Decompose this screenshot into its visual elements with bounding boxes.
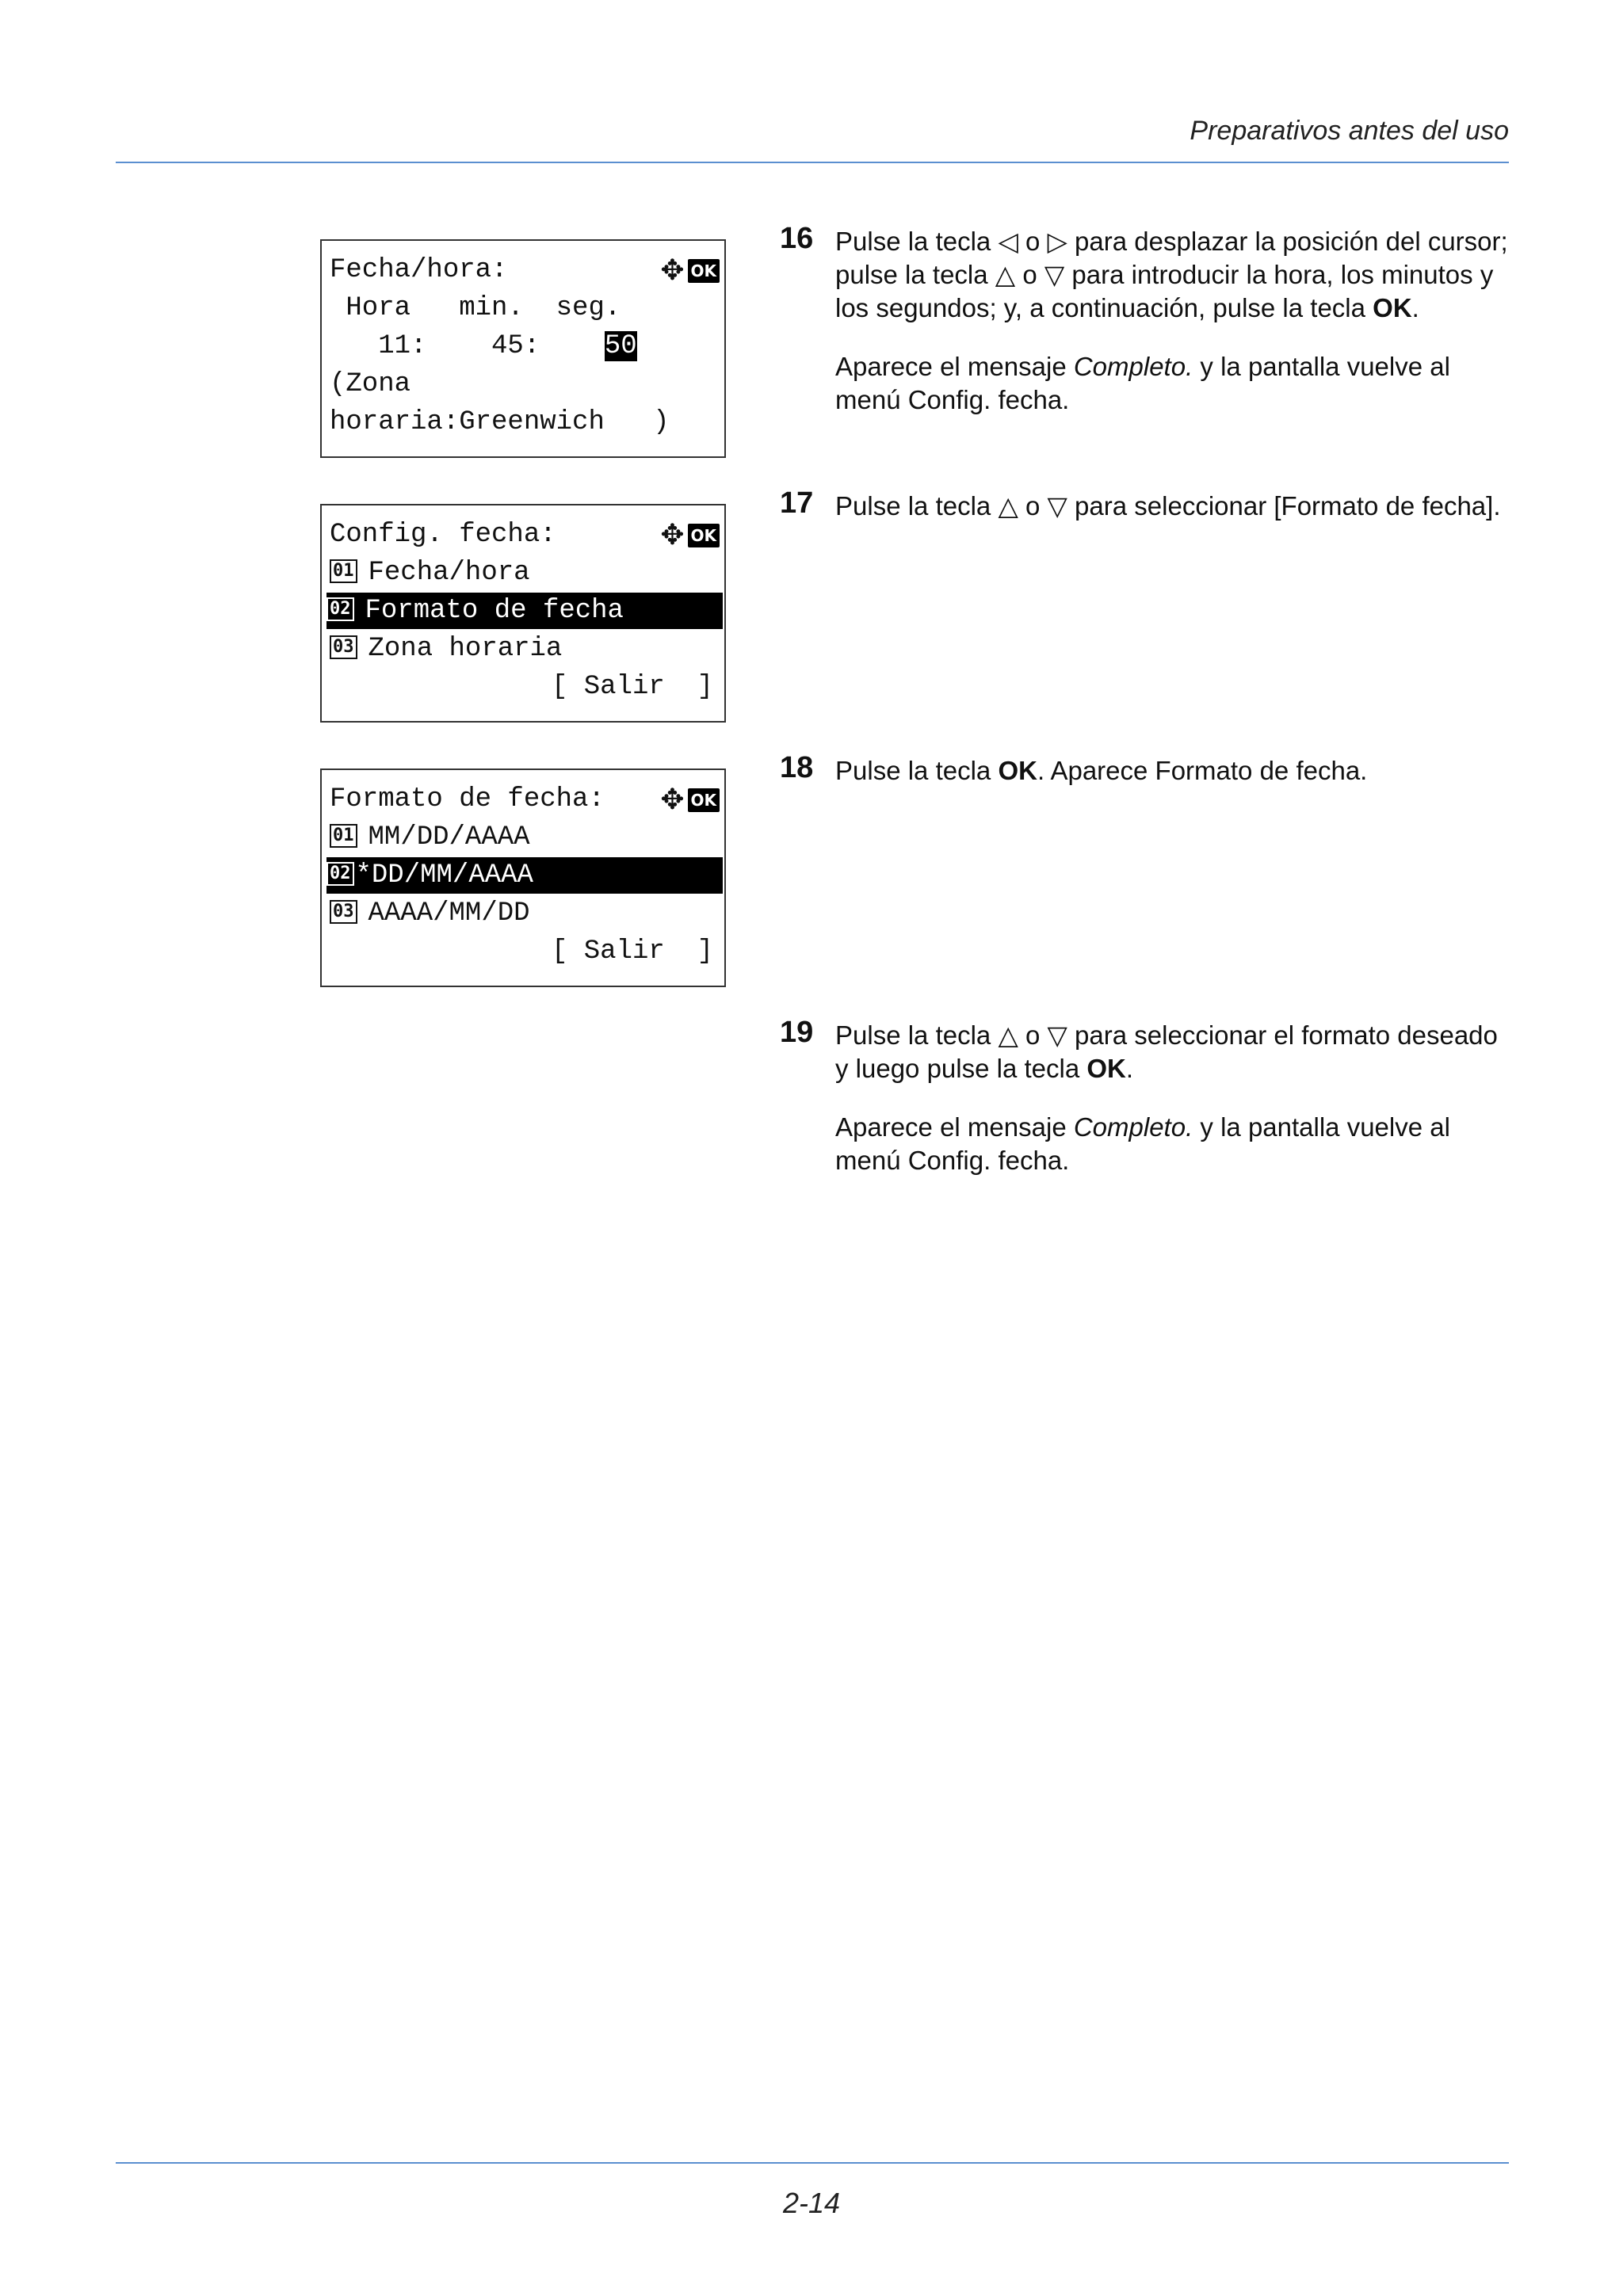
result-text: Aparece el mensaje [835,1112,1074,1142]
instruction-text-end: . [1125,1054,1134,1083]
time-values: 11: 45: [330,331,605,361]
step-instruction [835,754,1509,788]
time-labels-row: Hora min. seg. [330,293,621,323]
four-way-arrow-icon: ✥ [660,784,685,816]
exit-softkey: [ Salir ] [551,936,713,967]
running-header-title: Preparativos antes del uso [1190,116,1509,146]
step-result [835,350,1509,417]
step-number: 16 [780,222,814,255]
ok-key-reference: OK [998,756,1037,785]
step-number: 19 [780,1016,814,1049]
item-number-badge: 01 [330,559,357,583]
instruction-text-end: . Aparece Formato de fecha. [1037,756,1368,785]
panel-title: Config. fecha: [330,520,556,550]
nav-ok-indicator [660,254,720,287]
item-number-badge: 02 [327,862,354,886]
message-name: Completo. [1073,1112,1193,1142]
instruction-text: Pulse la tecla △ o ▽ para seleccionar el formato deseado y luego pulse la tecla [835,1020,1498,1083]
item-number-badge: 03 [330,900,357,924]
nav-ok-indicator [660,521,720,550]
nav-ok-indicator [660,786,720,814]
result-text-end: y la pantalla vuelve al menú Config. fecha. [835,1112,1450,1175]
ok-key-reference: OK [1086,1054,1126,1083]
format-option-label: *DD/MM/AAAA [355,860,533,891]
item-number-badge: 01 [330,824,357,848]
ok-key-icon: OK [688,259,720,283]
instruction-text: Pulse la tecla [835,756,999,785]
instruction-text: Pulse la tecla ◁ o ▷ para desplazar la posición del cursor; pulse la tecla △ o ▽ para introducir la hora, los minutos y los segundos; y, a continuación, pulse la tecla [835,227,1508,322]
panel-title: Formato de fecha: [330,784,605,814]
lcd-panel-date-format [320,769,726,987]
timezone-row-2: horaria:Greenwich ) [330,407,670,437]
step-18 [780,751,1509,813]
format-option-mm-dd-aaaa [330,819,724,856]
header-rule [116,162,1509,163]
menu-item-label: Formato de fecha [365,596,624,626]
step-instruction [835,225,1509,325]
step-number: 17 [780,486,814,520]
four-way-arrow-icon: ✥ [660,254,685,287]
format-option-aaaa-mm-dd [330,895,724,932]
item-number-badge: 03 [330,635,357,659]
seconds-selected-value: 50 [604,331,637,361]
exit-softkey: [ Salir ] [551,672,713,702]
panel-title: Fecha/hora: [330,255,508,285]
menu-item-formato-de-fecha-selected [327,593,723,629]
step-17 [780,486,1509,548]
result-text: Aparece el mensaje [835,352,1074,381]
step-result [835,1111,1509,1177]
ok-key-icon: OK [688,788,720,812]
lcd-panel-config-date [320,504,726,723]
step-instruction: Pulse la tecla △ o ▽ para seleccionar [Formato de fecha]. [835,491,1501,521]
format-option-label: MM/DD/AAAA [368,822,530,852]
menu-item-label: Fecha/hora [368,558,530,588]
step-number: 18 [780,751,814,784]
ok-key-icon: OK [688,524,720,547]
ok-key-reference: OK [1373,293,1412,322]
menu-item-fecha-hora [330,555,724,591]
menu-item-label: Zona horaria [368,634,563,664]
instruction-text-end: . [1411,293,1419,322]
step-19 [780,1016,1509,1203]
menu-item-zona-horaria [330,631,724,667]
page-number: 2-14 [782,2187,841,2219]
format-option-dd-mm-aaaa-selected [327,857,723,894]
lcd-panel-datetime [320,239,726,458]
four-way-arrow-icon: ✥ [660,519,685,551]
timezone-row-1: (Zona [330,369,411,399]
format-option-label: AAAA/MM/DD [368,898,530,929]
step-16 [780,222,1509,442]
step-instruction [835,1019,1509,1085]
item-number-badge: 02 [327,597,354,621]
result-text-end: y la pantalla vuelve al menú Config. fecha. [835,352,1450,414]
time-values-row [330,328,724,364]
message-name: Completo. [1073,352,1193,381]
footer-rule [116,2162,1509,2164]
